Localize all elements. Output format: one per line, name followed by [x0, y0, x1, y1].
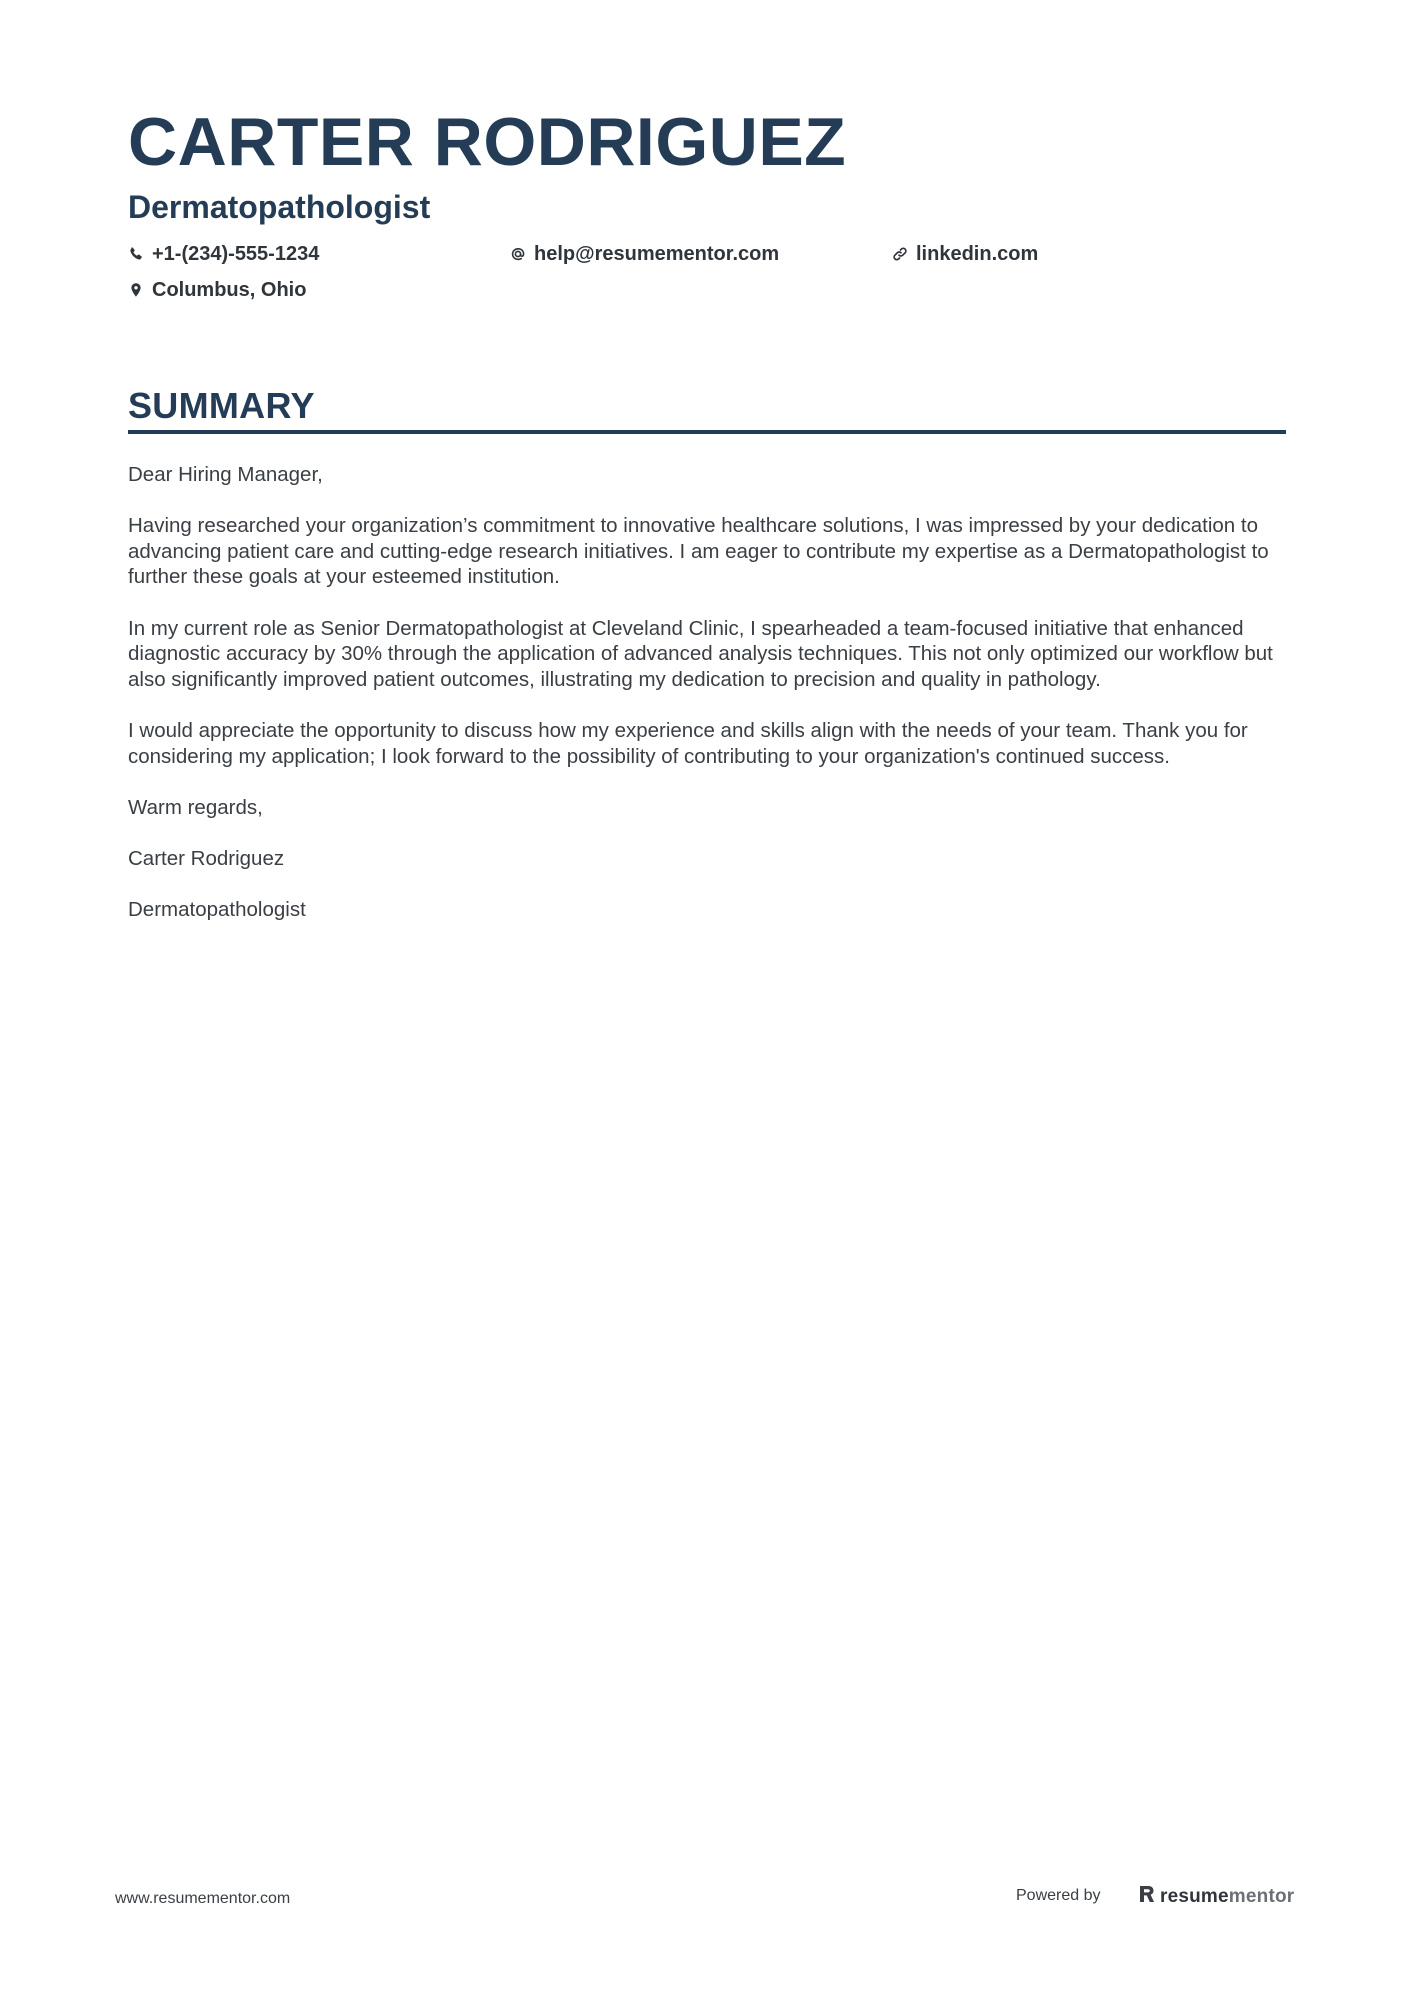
phone-text: +1-(234)-555-1234	[152, 243, 320, 265]
link-text[interactable]: linkedin.com	[916, 243, 1039, 265]
phone-icon	[128, 246, 144, 262]
location-pin-icon	[128, 282, 144, 298]
contact-location	[128, 280, 306, 300]
letter-paragraph: In my current role as Senior Dermatopathologist at Cleveland Clinic, I spearheaded a team-focused initiative that enhanced diagnostic accuracy by 30% through the application of advanced analysis techniques. This not only optimized our workflow but also significantly improved patient outcomes, illustrating my dedication to precision and quality in pathology.	[128, 616, 1273, 691]
letter-body	[128, 462, 1288, 948]
contact-link	[892, 244, 1038, 264]
location-text: Columbus, Ohio	[152, 279, 307, 301]
at-icon	[510, 246, 526, 262]
section-divider	[128, 430, 1286, 434]
candidate-role: Dermatopathologist	[128, 189, 431, 225]
email-text[interactable]: help@resumementor.com	[534, 243, 780, 265]
resumementor-logo-text: resumementor	[1160, 1885, 1295, 1907]
letter-paragraph: I would appreciate the opportunity to discuss how my experience and skills align with the needs of your team. Thank you for considering my application; I look forward to the possibility of contributing to your organization's continued success.	[128, 718, 1248, 768]
closing: Warm regards,	[128, 795, 263, 819]
letter-paragraph: Having researched your organization’s commitment to innovative healthcare solutions, I was impressed by your dedication to advancing patient care and cutting-edge research initiatives. I am eager to contribute my expertise as a Dermatopathologist to further these goals at your esteemed institution.	[128, 514, 1269, 589]
signature-name: Carter Rodriguez	[128, 846, 285, 870]
candidate-name: CARTER RODRIGUEZ	[128, 104, 847, 180]
footer-url[interactable]: www.resumementor.com	[115, 1890, 291, 1907]
resumementor-logo[interactable]	[1138, 1884, 1294, 1909]
footer-powered-by: Powered by	[1016, 1887, 1101, 1904]
salutation: Dear Hiring Manager,	[128, 463, 323, 486]
resumementor-logo-icon	[1138, 1884, 1156, 1909]
contact-email	[510, 244, 779, 264]
signature-title: Dermatopathologist	[128, 898, 306, 922]
summary-heading: SUMMARY	[128, 385, 315, 426]
link-icon	[892, 246, 908, 262]
contact-phone	[128, 244, 319, 264]
